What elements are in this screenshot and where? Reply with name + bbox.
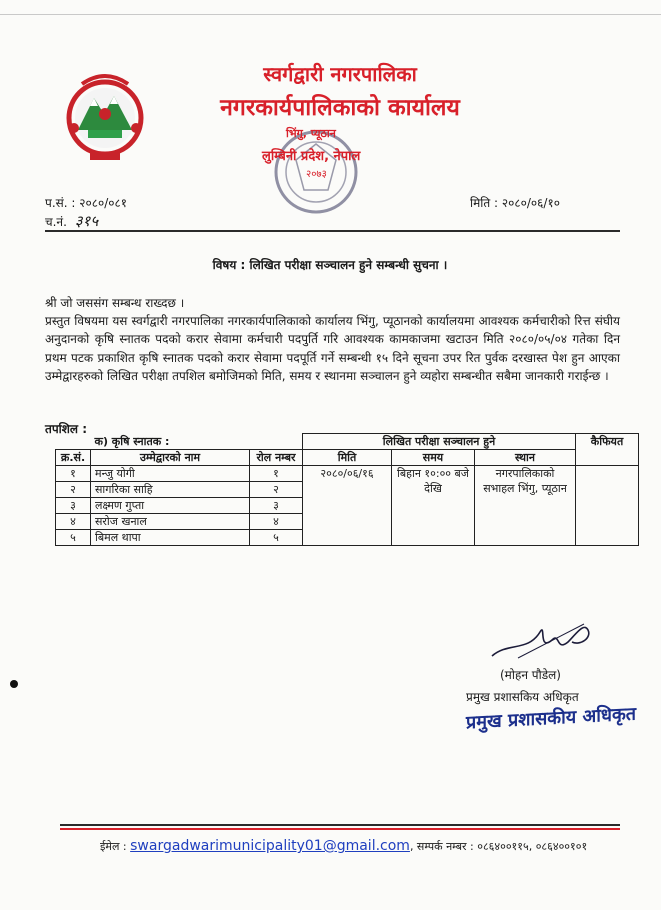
stamp-line-1: भिंगु, प्यूठान [286, 127, 336, 140]
ps-label: प.सं. : [45, 196, 76, 210]
letter-date [470, 194, 560, 211]
date-header: मिति [303, 450, 392, 466]
municipality-name: स्वर्गद्वारी नगरपालिका [263, 62, 417, 86]
row-roll: ५ [250, 530, 303, 546]
row-sn: २ [56, 482, 91, 498]
email-label: ईमेल : [100, 840, 127, 853]
signatory-title: प्रमुख प्रशासकिय अधिकृत [466, 690, 579, 704]
cn-value: ३१५ [74, 212, 99, 230]
row-roll: १ [250, 466, 303, 482]
sn-header: क्र.सं. [56, 450, 91, 466]
signature-icon [488, 612, 598, 664]
table-caption: क) कृषि स्नातक : [94, 434, 170, 448]
candidate-table [55, 433, 639, 546]
date-label: मिति : [470, 196, 499, 210]
email-link[interactable]: swargadwarimunicipality01@gmail.com [130, 838, 410, 854]
row-name: सागरिका साहि [91, 482, 250, 498]
row-name: लक्ष्मण गुप्ता [91, 498, 250, 514]
header-divider [45, 230, 620, 232]
row-name: बिमल थापा [91, 530, 250, 546]
exam-time: बिहान १०:०० बजे देखि [392, 466, 475, 546]
signatory-name: (मोहन पौडेल) [500, 668, 561, 682]
place-header: स्थान [475, 450, 576, 466]
exam-header: लिखित परीक्षा सञ्चालन हुने [303, 434, 576, 450]
ps-value: २०८०/०८१ [79, 196, 127, 210]
nepal-emblem-icon [60, 68, 150, 164]
exam-date: २०८०/०६/१६ [303, 466, 392, 546]
table-row [56, 466, 639, 482]
time-header: समय [392, 450, 475, 466]
addressee: श्री जो जससंग सम्बन्ध राख्दछ । [45, 296, 185, 310]
reference-number [45, 194, 127, 211]
stamp-line-2: लुम्बिनी प्रदेश, नेपाल [262, 149, 361, 164]
body-paragraph: प्रस्तुत विषयमा यस स्वर्गद्वारी नगरपालिका नगरकार्यपालिकाको कार्यालय भिंगु, प्यूठानको कार्यालयमा आवश्यक कर्मचारीको रित्त संघीय अनुदानको कृषि स्नातक पदको करार सेवामा कर्मचारी पदपुर्ति गरि आवश्यक कामकाजमा खटाउन मिति २०८०/०५/०४ गतेका दिन प्रथम पटक प्रकाशित कृषि स्नातक पदको करार सेवामा पदपूर्ति गर्ने सम्बन्धी १५ दिने सूचना उपर रित पुर्वक दरखास्त पेश हुन आएका उम्मेद्वारहरुको लिखित परीक्षा तपशिल बमोजिमको मिति, समय र स्थानमा सञ्चालन हुने व्यहोरा सम्बन्धीत सबैमा जानकारी गराईन्छ । [45, 314, 620, 383]
top-border-line [0, 14, 661, 15]
footer-divider-black [60, 824, 620, 826]
subject-line: विषय : लिखित परीक्षा सञ्चालन हुने सम्बन्धी सुचना । [212, 258, 448, 272]
row-sn: ४ [56, 514, 91, 530]
row-sn: ३ [56, 498, 91, 514]
remarks-cell [576, 466, 639, 546]
row-roll: ३ [250, 498, 303, 514]
contact-numbers: , सम्पर्क नम्बर : ०८६४००११५, ०८६४००१०१ [409, 840, 588, 853]
details-heading: तपशिल : [45, 422, 88, 436]
row-sn: ५ [56, 530, 91, 546]
name-header: उम्मेद्वारको नाम [91, 450, 250, 466]
date-value: २०८०/०६/१० [501, 196, 560, 210]
footer-divider-red [60, 828, 620, 830]
table-header-row-1 [56, 434, 639, 450]
row-roll: ४ [250, 514, 303, 530]
row-name: सरोज खनाल [91, 514, 250, 530]
row-roll: २ [250, 482, 303, 498]
signatory-stamp: प्रमुख प्रशासकीय अधिकृत [466, 703, 637, 734]
cn-label: च.नं. [45, 215, 67, 229]
footer-contact [100, 838, 587, 854]
exam-place: नगरपालिकाको सभाहल भिंगु, प्यूठान [475, 466, 576, 546]
office-name: नगरकार्यपालिकाको कार्यालय [220, 95, 460, 121]
dispatch-number [45, 211, 98, 231]
row-sn: १ [56, 466, 91, 482]
remarks-header: कैफियत [576, 434, 639, 466]
office-stamp [256, 120, 386, 216]
row-name: मन्जु योगी [91, 466, 250, 482]
roll-header: रोल नम्बर [250, 450, 303, 466]
ink-dot [10, 680, 18, 688]
stamp-line-3: २०७३ [306, 169, 327, 180]
